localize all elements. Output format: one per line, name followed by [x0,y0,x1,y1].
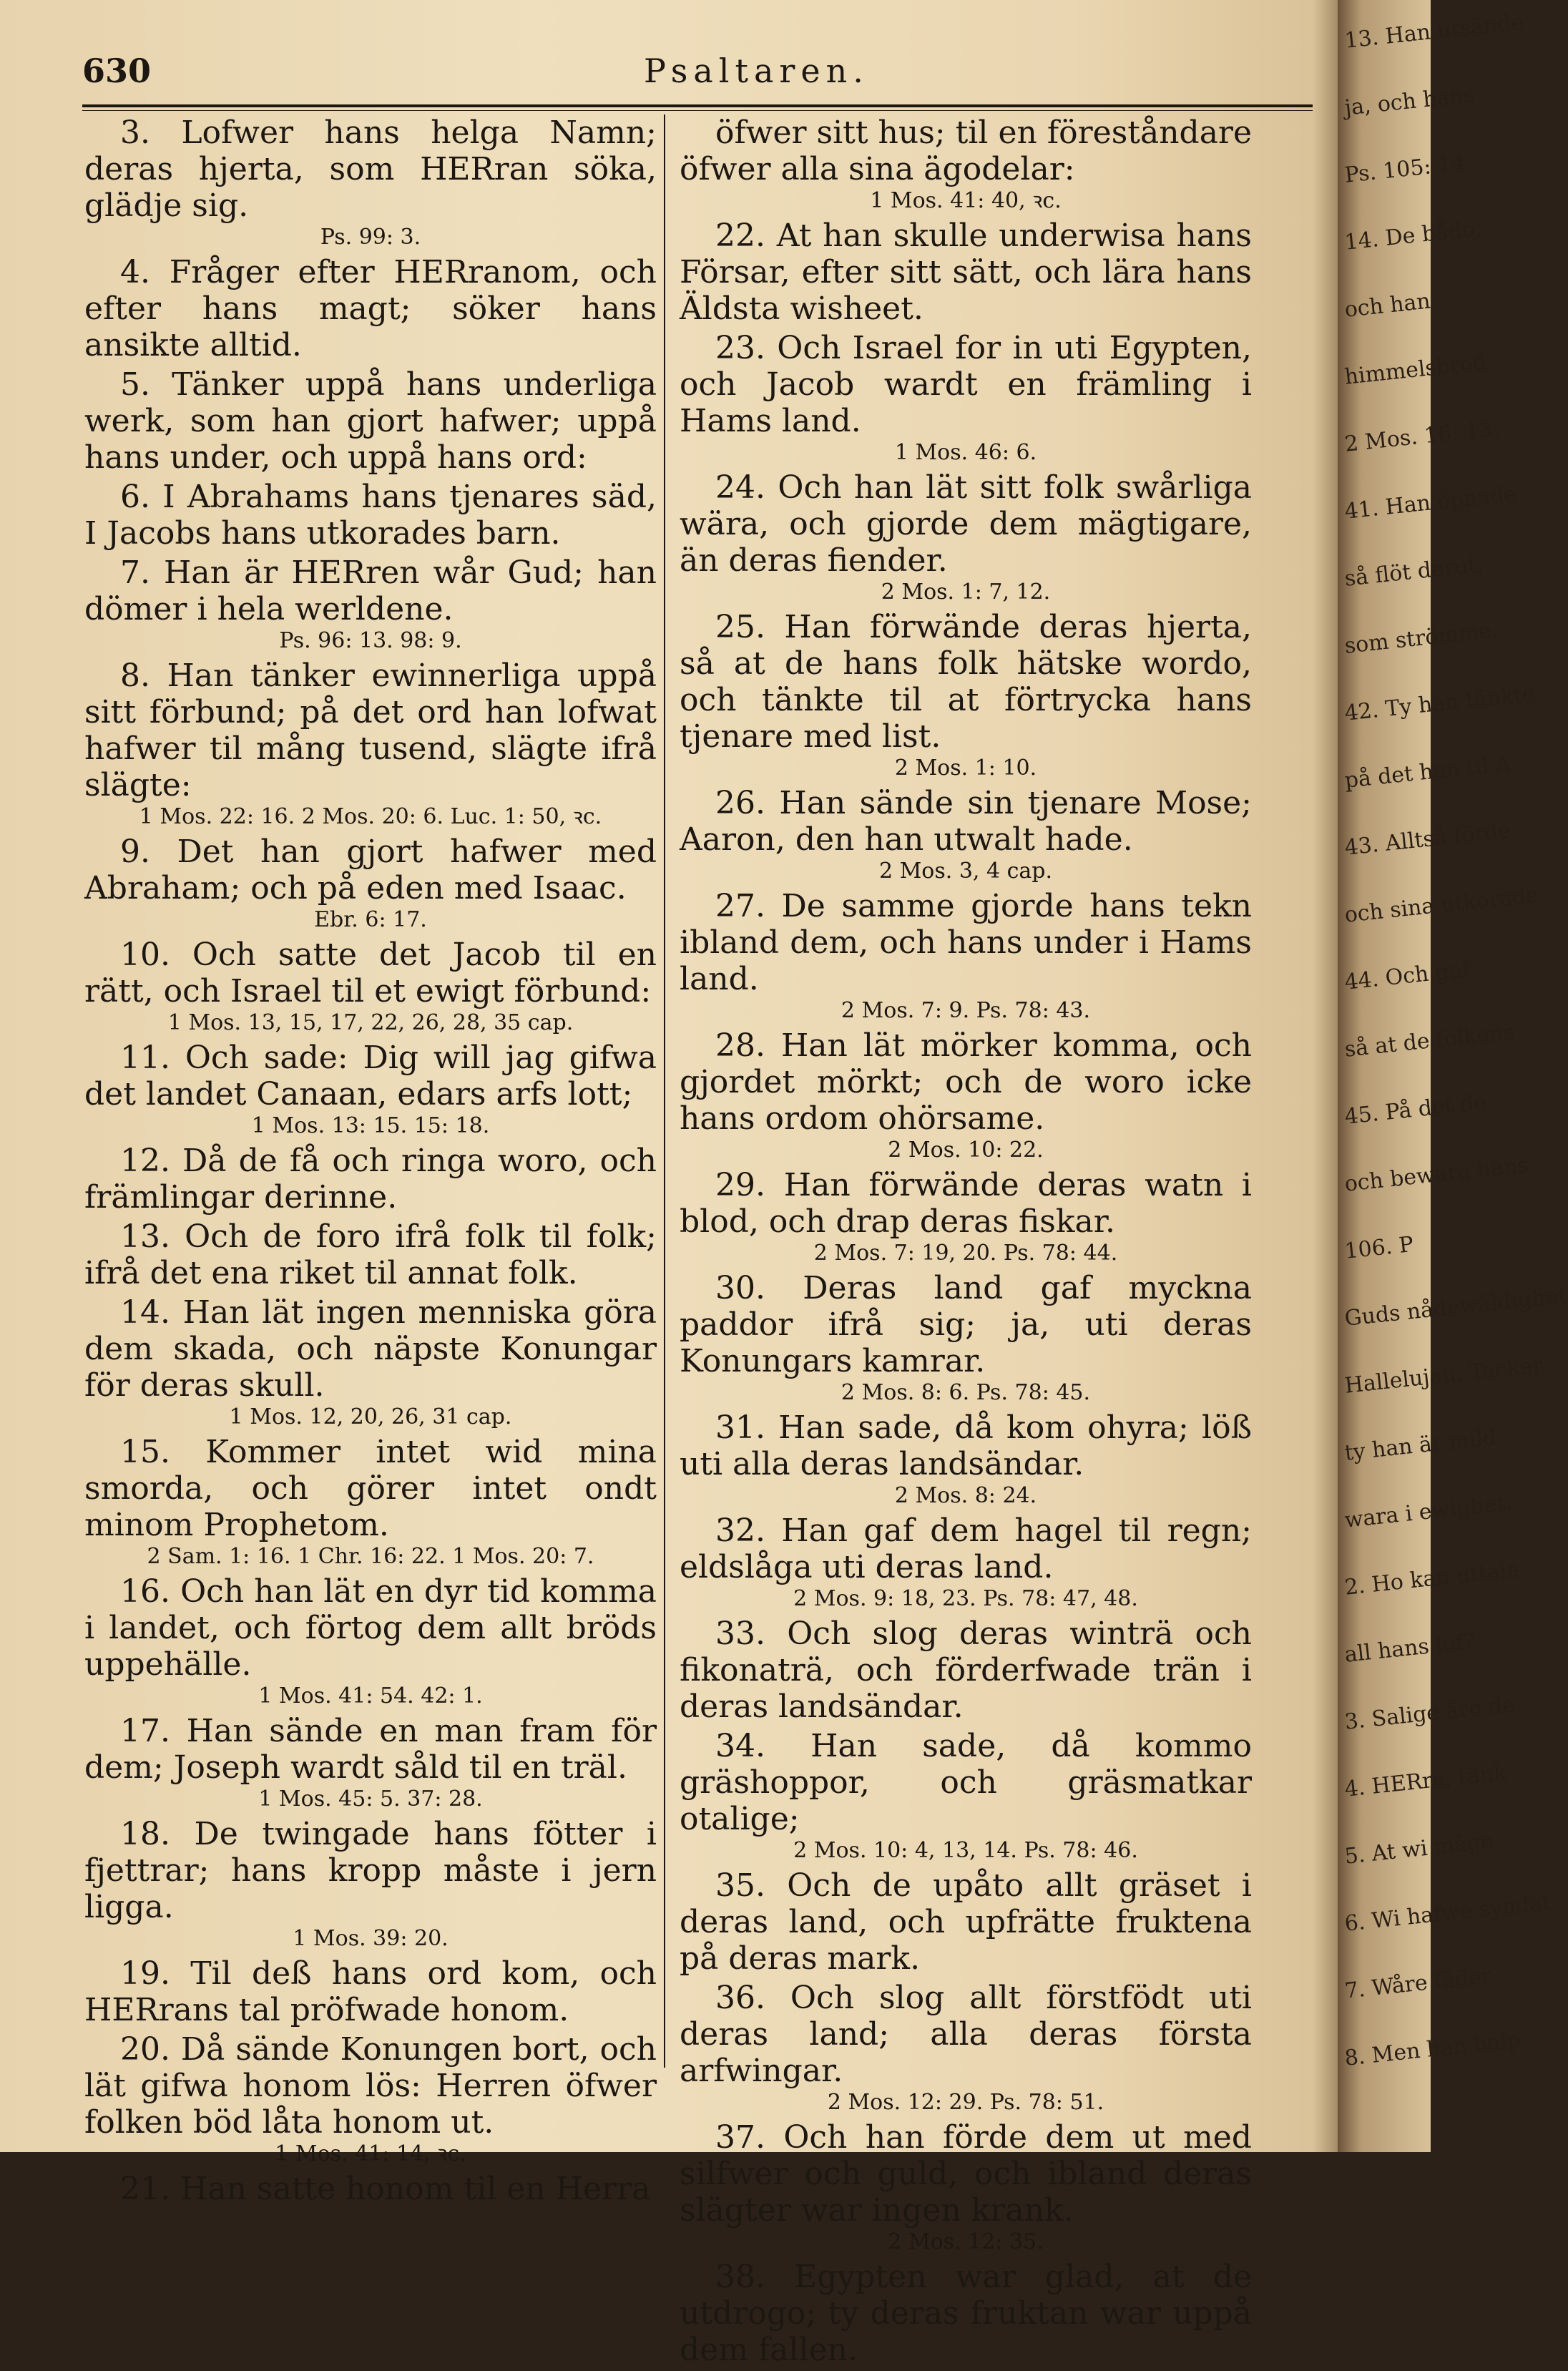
verse [680,1867,1252,1977]
verse [680,1027,1252,1137]
verse [84,1294,657,1404]
adjacent-page-text-fragment: 44. Och gaf [1343,957,1471,995]
verse-text: 33. Och slog deras winträ och fikonaträ, och förderfwade trän i deras landsändar. [680,1615,1252,1725]
verse [84,1143,657,1216]
cross-reference: 1 Mos. 45: 5. 37: 28. [258,1786,483,1812]
left-column [84,114,657,2210]
verse-text: öfwer sitt hus; til en föreståndare öfwer alla sina ägodelar: [680,114,1252,187]
verse [84,2031,657,2141]
adjacent-page-text-fragment: Ps. 105: 14. [1343,150,1474,188]
cross-reference: Ebr. 6: 17. [314,907,427,932]
adjacent-page-text-fragment: 7. Wåre fäder [1343,1963,1493,2004]
adjacent-page-text-fragment: Guds nådewäldighet [1343,1283,1568,1331]
adjacent-page-text-fragment: och sina utkorade [1343,882,1540,928]
verse [680,217,1252,327]
adjacent-page-text-fragment: 8. Men han halp [1343,2028,1522,2071]
verse [680,1167,1252,1240]
verse [680,1409,1252,1482]
verse-text: 4. Fråger efter HERranom, och efter hans magt; söker hans ansikte alltid. [84,254,657,363]
adjacent-page-text-fragment: ty han är mild [1343,1424,1498,1466]
cross-reference: 1 Mos. 41: 14, ꝛc. [275,2141,466,2166]
cross-reference: 2 Mos. 9: 18, 23. Ps. 78: 47, 48. [793,1586,1138,1611]
verse [84,1713,657,1786]
verse-text: 21. Han satte honom til en Herra [120,2171,651,2207]
verse-text: 12. Då de få och ringa woro, och främlingar derinne. [84,1143,657,1216]
verse-text: 36. Och slog allt förstfödt uti deras land; alla deras första arfwingar. [680,1980,1252,2089]
verse [680,1615,1252,1725]
verse-text: 15. Kommer intet wid mina smorda, och görer intet ondt minom Prophetom. [84,1434,657,1543]
verse [680,1270,1252,1379]
adjacent-page-text-fragment: all hans lof? [1343,1628,1476,1668]
cross-reference: 2 Mos. 1: 7, 12. [881,580,1051,605]
verse-text: 28. Han lät mörker komma, och gjordet mörkt; och de woro icke hans ordom ohörsame. [680,1027,1252,1137]
verse-text: 37. Och han förde dem ut med silfwer och guld, och ibland deras slägter war ingen krank. [680,2119,1252,2229]
cross-reference: 2 Mos. 1: 10. [894,756,1037,781]
cross-reference: 2 Sam. 1: 16. 1 Chr. 16: 22. 1 Mos. 20: 7. [147,1544,594,1569]
right-column [680,114,1252,2371]
verse [84,1218,657,1291]
cross-reference: 2 Mos. 8: 6. Ps. 78: 45. [841,1380,1091,1405]
verse [84,1816,657,1925]
verse-text: 34. Han sade, då kommo gräshoppor, och gräsmatkar otalige; [680,1728,1252,1837]
adjacent-page-text-fragment: ja, och hans [1343,82,1476,121]
cross-reference: 2 Mos. 12: 29. Ps. 78: 51. [827,2090,1104,2115]
adjacent-page-text-fragment: och han [1343,288,1432,323]
adjacent-page-text-fragment: så flöt derut, [1343,552,1485,592]
verse-text: 22. At han skulle underwisa hans Försar, efter sitt sätt, och lära hans Äldsta wisheet. [680,217,1252,327]
adjacent-page-text-fragment: 14. De bådo, [1343,215,1484,255]
column-divider [664,114,665,2068]
verse-text: 7. Han är HERren wår Gud; han dömer i hela werldene. [84,554,657,627]
adjacent-page-text-fragment: 106. P [1343,1231,1415,1264]
adjacent-page-edge [1338,0,1568,2152]
verse-text: 32. Han gaf dem hagel til regn; eldslåga uti deras land. [680,1512,1252,1585]
cross-reference: Ps. 96: 13. 98: 9. [279,628,462,653]
verse-text: 13. Och de foro ifrå folk til folk; ifrå det ena riket til annat folk. [84,1218,657,1291]
page-gutter-shadow [1313,0,1338,2152]
verse-text: 19. Til deß hans ord kom, och HERrans tal pröfwade honom. [84,1955,657,2028]
cross-reference: 2 Mos. 7: 9. Ps. 78: 43. [841,998,1091,1023]
adjacent-page-text-fragment: 43. Alltså förde [1343,818,1512,861]
verse [680,1728,1252,1837]
verse-text: 20. Då sände Konungen bort, och lät gifwa honom lös: Herren öfwer folken böd låta honom ut. [84,2031,657,2141]
cross-reference: Ps. 99: 3. [320,225,421,250]
verse-text: 10. Och satte det Jacob til en rätt, och Israel til et ewigt förbund: [84,937,657,1009]
cross-reference: 2 Mos. 3, 4 cap. [878,859,1053,884]
running-title: Psaltaren. [644,52,869,90]
verse [84,366,657,476]
cross-reference: 1 Mos. 12, 20, 26, 31 cap. [229,1404,512,1429]
adjacent-page-text-fragment: 42. Ty han tänkte [1343,681,1537,726]
cross-reference: 1 Mos. 39: 20. [293,1926,449,1951]
verse [680,1980,1252,2089]
verse-text: 17. Han sände en man fram för dem; Joseph wardt såld til en träl. [84,1713,657,1786]
verse [680,609,1252,755]
verse-text: 8. Han tänker ewinnerliga uppå sitt förbund; på det ord han lofwat hafwer til mång tusend, slägte ifrå slägte: [84,657,657,803]
verse-text: 5. Tänker uppå hans underliga werk, som han gjort hafwer; uppå hans under, och uppå hans ord: [84,366,657,476]
verse [680,469,1252,579]
cross-reference: 1 Mos. 41: 54. 42: 1. [258,1683,483,1708]
verse-text: 18. De twingade hans fötter i fjettrar; hans kropp måste i jern ligga. [84,1816,657,1925]
verse-text: 35. Och de upåto allt gräset i deras land, och upfrätte fruktena på deras mark. [680,1867,1252,1977]
verse-text: 16. Och han lät en dyr tid komma i landet, och förtog dem allt bröds uppehälle. [84,1573,657,1683]
verse-text: 29. Han förwände deras watn i blod, och drap deras fiskar. [680,1167,1252,1240]
cross-reference: 2 Mos. 12: 35. [888,2229,1044,2254]
verse-text: 6. I Abrahams hans tjenares säd, I Jacobs hans utkorades barn. [84,479,657,552]
adjacent-page-text-fragment: 45. På det de [1343,1090,1488,1130]
cross-reference: 1 Mos. 46: 6. [894,440,1037,465]
verse [84,479,657,552]
verse [84,254,657,363]
verse [84,1573,657,1683]
verse [84,2171,657,2207]
adjacent-page-text-fragment: så at de folkens [1343,1020,1516,1062]
verse [680,2259,1252,2368]
adjacent-page-text-fragment: på det han til A [1343,751,1513,793]
adjacent-page-text-fragment: 3. Salige äro de [1343,1692,1516,1735]
adjacent-page-text-fragment: 4. HERre, tänk [1343,1760,1508,1802]
cross-reference: 2 Mos. 10: 22. [888,1138,1044,1163]
verse-text: 3. Lofwer hans helga Namn; deras hjerta, som HERran söka, glädje sig. [84,114,657,224]
verse-text: 30. Deras land gaf myckna paddor ifrå sig; ja, uti deras Konungars kamrar. [680,1270,1252,1379]
verse [84,1955,657,2028]
adjacent-page-text-fragment: som strömme. [1343,617,1499,659]
cross-reference: 2 Mos. 10: 4, 13, 14. Ps. 78: 46. [793,1838,1138,1863]
verse [84,657,657,803]
adjacent-page-text-fragment: 6. Wi hafwe syndat [1343,1890,1552,1937]
verse [84,554,657,627]
verse [84,833,657,906]
adjacent-page-text-fragment: 2. Ho kan uttala [1343,1557,1521,1600]
verse-text: 25. Han förwände deras hjerta, så at de hans folk hätske wordo, och tänkte til at förtrycka hans tjenare med list. [680,609,1252,755]
verse [680,2119,1252,2229]
verse [680,1512,1252,1585]
page-number: 630 [82,52,152,90]
verse [84,114,657,224]
cross-reference: 1 Mos. 13, 15, 17, 22, 26, 28, 35 cap. [167,1010,574,1035]
adjacent-page-text-fragment: Hallelujah. Tacker [1343,1352,1544,1399]
verse-text: 23. Och Israel for in uti Egypten, och Jacob wardt en främling i Hams land. [680,330,1252,439]
verse-text: 26. Han sände sin tjenare Mose; Aaron, den han utwalt hade. [680,785,1252,858]
adjacent-page-text-fragment: himmelsbröd. [1343,349,1495,390]
verse-text: 27. De samme gjorde hans tekn ibland dem, och hans under i Hams land. [680,888,1252,997]
adjacent-page-text-fragment: 41. Han öpnade [1343,481,1518,524]
verse [84,1434,657,1543]
verse-text: 31. Han sade, då kom ohyra; löß uti alla deras landsändar. [680,1409,1252,1482]
verse [680,888,1252,997]
cross-reference: 1 Mos. 41: 40, ꝛc. [870,188,1062,213]
verse-text: 24. Och han lät sitt folk swårliga wära, och gjorde dem mägtigare, än deras fiender. [680,469,1252,579]
verse [680,114,1252,187]
adjacent-page-text-fragment: 13. Han utsände [1343,9,1525,54]
verse-text: 14. Han lät ingen menniska göra dem skada, och näpste Konungar för deras skull. [84,1294,657,1404]
adjacent-page-text-fragment: wara i ewighet. [1343,1490,1514,1533]
verse [84,1040,657,1113]
cross-reference: 2 Mos. 7: 19, 20. Ps. 78: 44. [813,1241,1118,1266]
cross-reference: 1 Mos. 22: 16. 2 Mos. 20: 6. Luc. 1: 50, ꝛc. [139,804,602,829]
header-rule-thin [82,110,1313,111]
verse-text: 38. Egypten war glad, at de utdrogo; ty deras fruktan war uppå dem fallen. [680,2259,1252,2368]
verse-text: 9. Det han gjort hafwer med Abraham; och på eden med Isaac. [84,833,657,906]
adjacent-page-text-fragment: 5. At wi måge [1343,1829,1495,1869]
verse [680,330,1252,439]
page-header [82,52,1313,102]
verse [680,785,1252,858]
adjacent-page-text-fragment: och bewara hans [1343,1153,1530,1197]
header-rule [82,104,1313,107]
verse [84,937,657,1009]
adjacent-page-text-fragment: 2 Mos. 16: 13. [1343,416,1501,457]
cross-reference: 1 Mos. 13: 15. 15: 18. [251,1113,490,1138]
verse-text: 11. Och sade: Dig will jag gifwa det landet Canaan, edars arfs lott; [84,1040,657,1113]
cross-reference: 2 Mos. 8: 24. [894,1483,1037,1508]
